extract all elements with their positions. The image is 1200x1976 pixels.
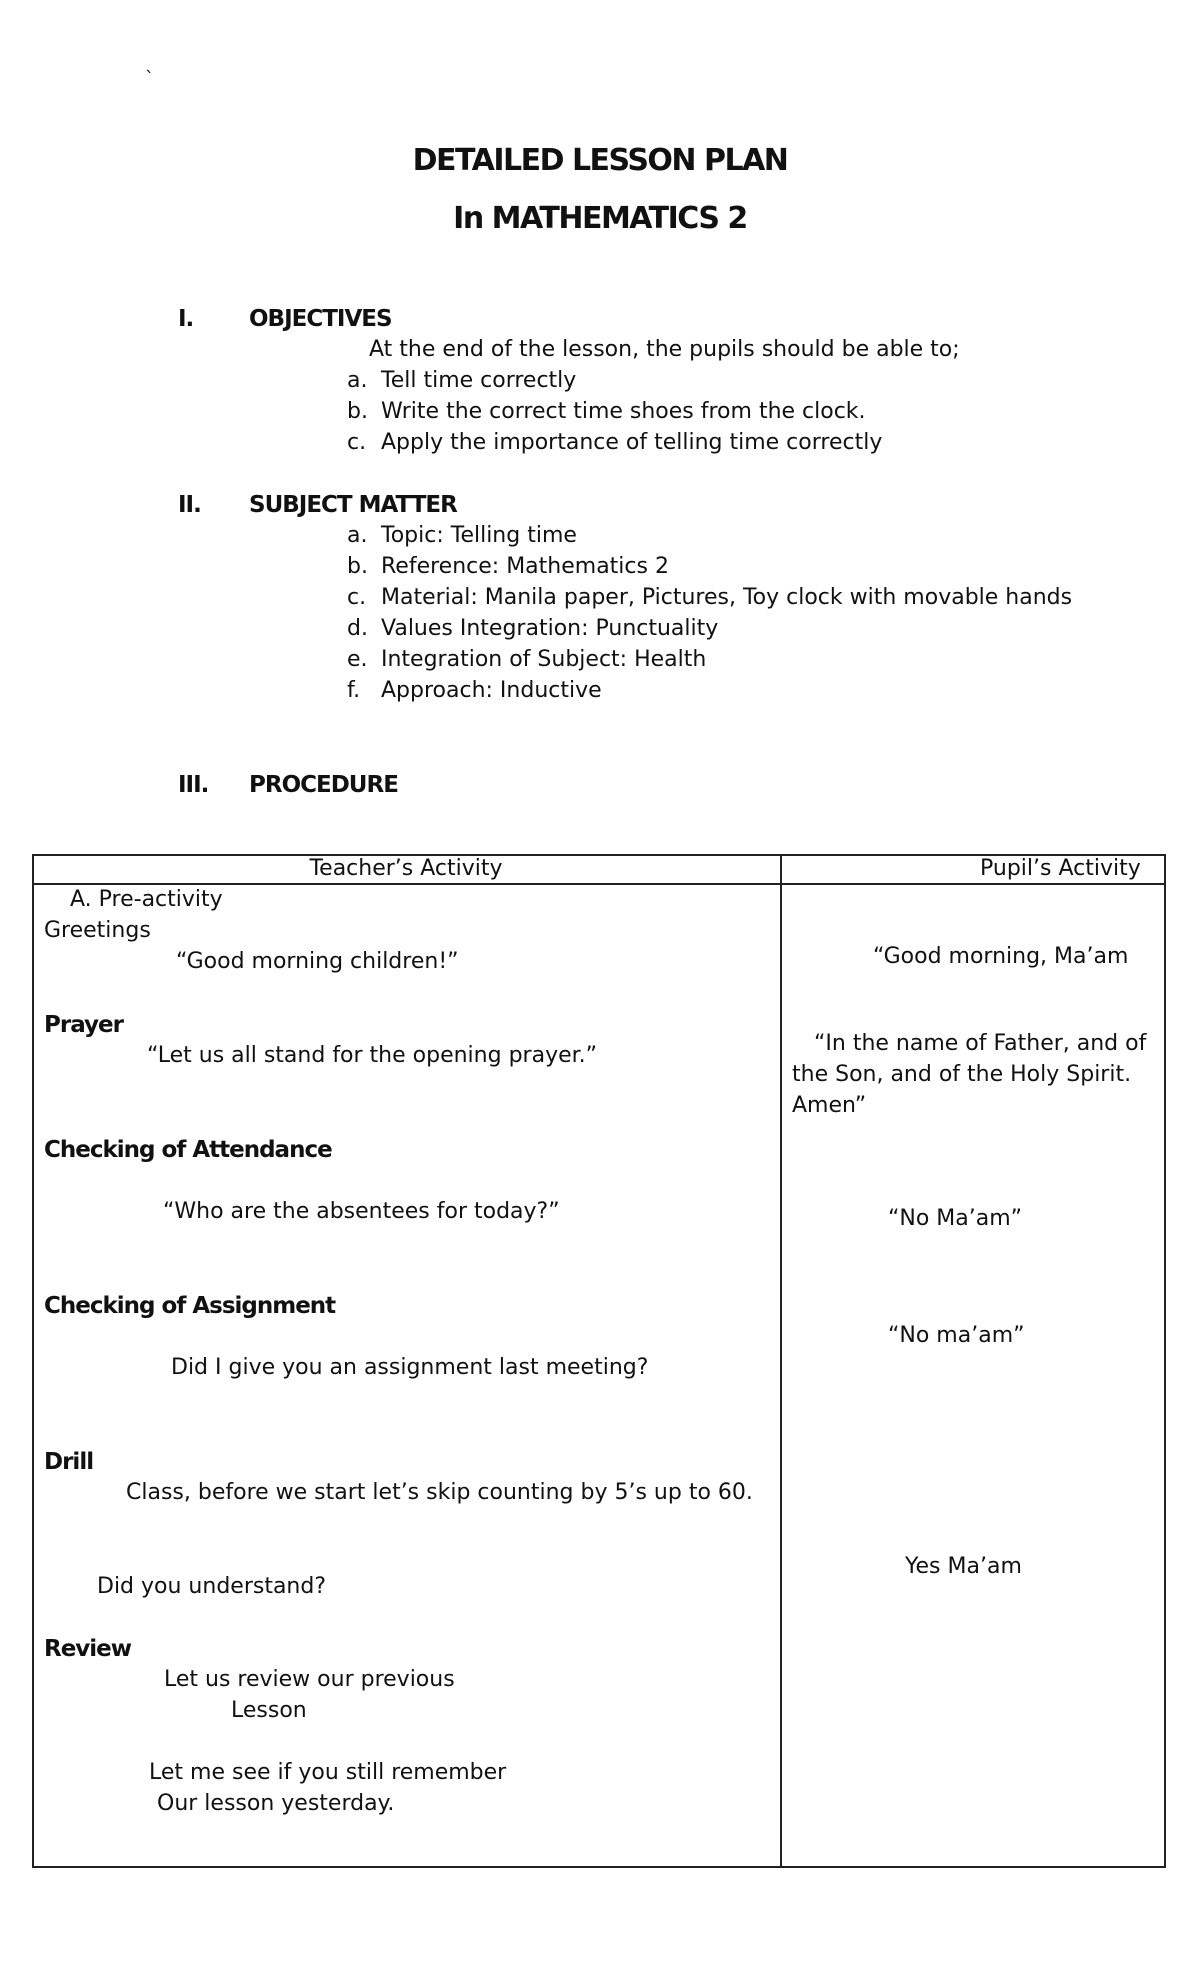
list-marker: b. [347, 399, 368, 424]
subject-matter-item [347, 523, 577, 548]
section-number-procedure: III. [178, 772, 209, 798]
subject-matter-item [347, 585, 1072, 610]
teacher-attendance-line: “Who are the absentees for today?” [163, 1199, 560, 1224]
list-marker: a. [347, 368, 368, 393]
list-text: Topic: Telling time [381, 523, 577, 548]
list-text: Material: Manila paper, Pictures, Toy clock with movable hands [381, 585, 1073, 610]
pupil-prayer-reply: “In the name of Father, and of [814, 1031, 1147, 1056]
teacher-greeting-line: “Good morning children!” [176, 949, 459, 974]
table-header-divider [32, 883, 1166, 885]
teacher-review-line: Our lesson yesterday. [157, 1791, 395, 1816]
teacher-prayer-line: “Let us all stand for the opening prayer.” [147, 1043, 598, 1068]
pre-activity-label: A. Pre-activity [70, 887, 223, 912]
objective-item [347, 399, 866, 424]
teacher-drill-line: Class, before we start let’s skip counting by 5’s up to 60. [126, 1480, 753, 1505]
review-heading: Review [44, 1636, 132, 1662]
drill-heading: Drill [44, 1449, 94, 1475]
section-number-objectives: I. [178, 306, 194, 332]
objectives-intro: At the end of the lesson, the pupils should be able to; [369, 337, 960, 362]
document-subtitle: In MATHEMATICS 2 [453, 201, 747, 236]
list-text: Write the correct time shoes from the clock. [381, 399, 866, 424]
teacher-assignment-line: Did I give you an assignment last meeting? [171, 1355, 649, 1380]
list-marker: c. [347, 430, 367, 455]
teacher-understand-line: Did you understand? [97, 1574, 327, 1599]
list-text: Reference: Mathematics 2 [381, 554, 669, 579]
teacher-activity-header: Teacher’s Activity [309, 856, 503, 881]
pupil-attendance-reply: “No Ma’am” [888, 1206, 1023, 1231]
subject-matter-item [347, 647, 706, 672]
section-number-subject-matter: II. [178, 492, 201, 518]
list-text: Apply the importance of telling time correctly [381, 430, 883, 455]
teacher-review-line: Let me see if you still remember [149, 1760, 507, 1785]
prayer-heading: Prayer [44, 1012, 123, 1038]
teacher-review-line: Lesson [231, 1698, 307, 1723]
pupil-prayer-reply: Amen” [792, 1093, 867, 1118]
objective-item [347, 368, 576, 393]
pupil-greeting-reply: “Good morning, Ma’am [873, 944, 1129, 969]
section-title-procedure: PROCEDURE [249, 772, 398, 798]
subject-matter-item [347, 554, 669, 579]
list-marker: a. [347, 523, 368, 548]
section-title-subject-matter: SUBJECT MATTER [249, 492, 457, 518]
subject-matter-item [347, 678, 602, 703]
section-title-objectives: OBJECTIVES [249, 306, 392, 332]
attendance-heading: Checking of Attendance [44, 1137, 332, 1163]
greetings-label: Greetings [44, 918, 151, 943]
assignment-heading: Checking of Assignment [44, 1293, 336, 1319]
pupil-activity-header: Pupil’s Activity [980, 856, 1141, 881]
pupil-understand-reply: Yes Ma’am [905, 1554, 1022, 1579]
table-column-divider [780, 854, 782, 1868]
list-text: Integration of Subject: Health [381, 647, 707, 672]
pupil-prayer-reply: the Son, and of the Holy Spirit. [792, 1062, 1132, 1087]
list-text: Approach: Inductive [381, 678, 602, 703]
list-marker: e. [347, 647, 368, 672]
list-marker: d. [347, 616, 368, 641]
list-marker: b. [347, 554, 368, 579]
teacher-review-line: Let us review our previous [164, 1667, 455, 1692]
objective-item [347, 430, 882, 455]
list-marker: c. [347, 585, 367, 610]
list-marker: f. [347, 678, 361, 703]
document-title: DETAILED LESSON PLAN [412, 143, 788, 178]
list-text: Values Integration: Punctuality [381, 616, 719, 641]
list-text: Tell time correctly [381, 368, 577, 393]
pupil-assignment-reply: “No ma’am” [888, 1323, 1025, 1348]
stray-mark: ` [145, 68, 154, 89]
subject-matter-item [347, 616, 718, 641]
